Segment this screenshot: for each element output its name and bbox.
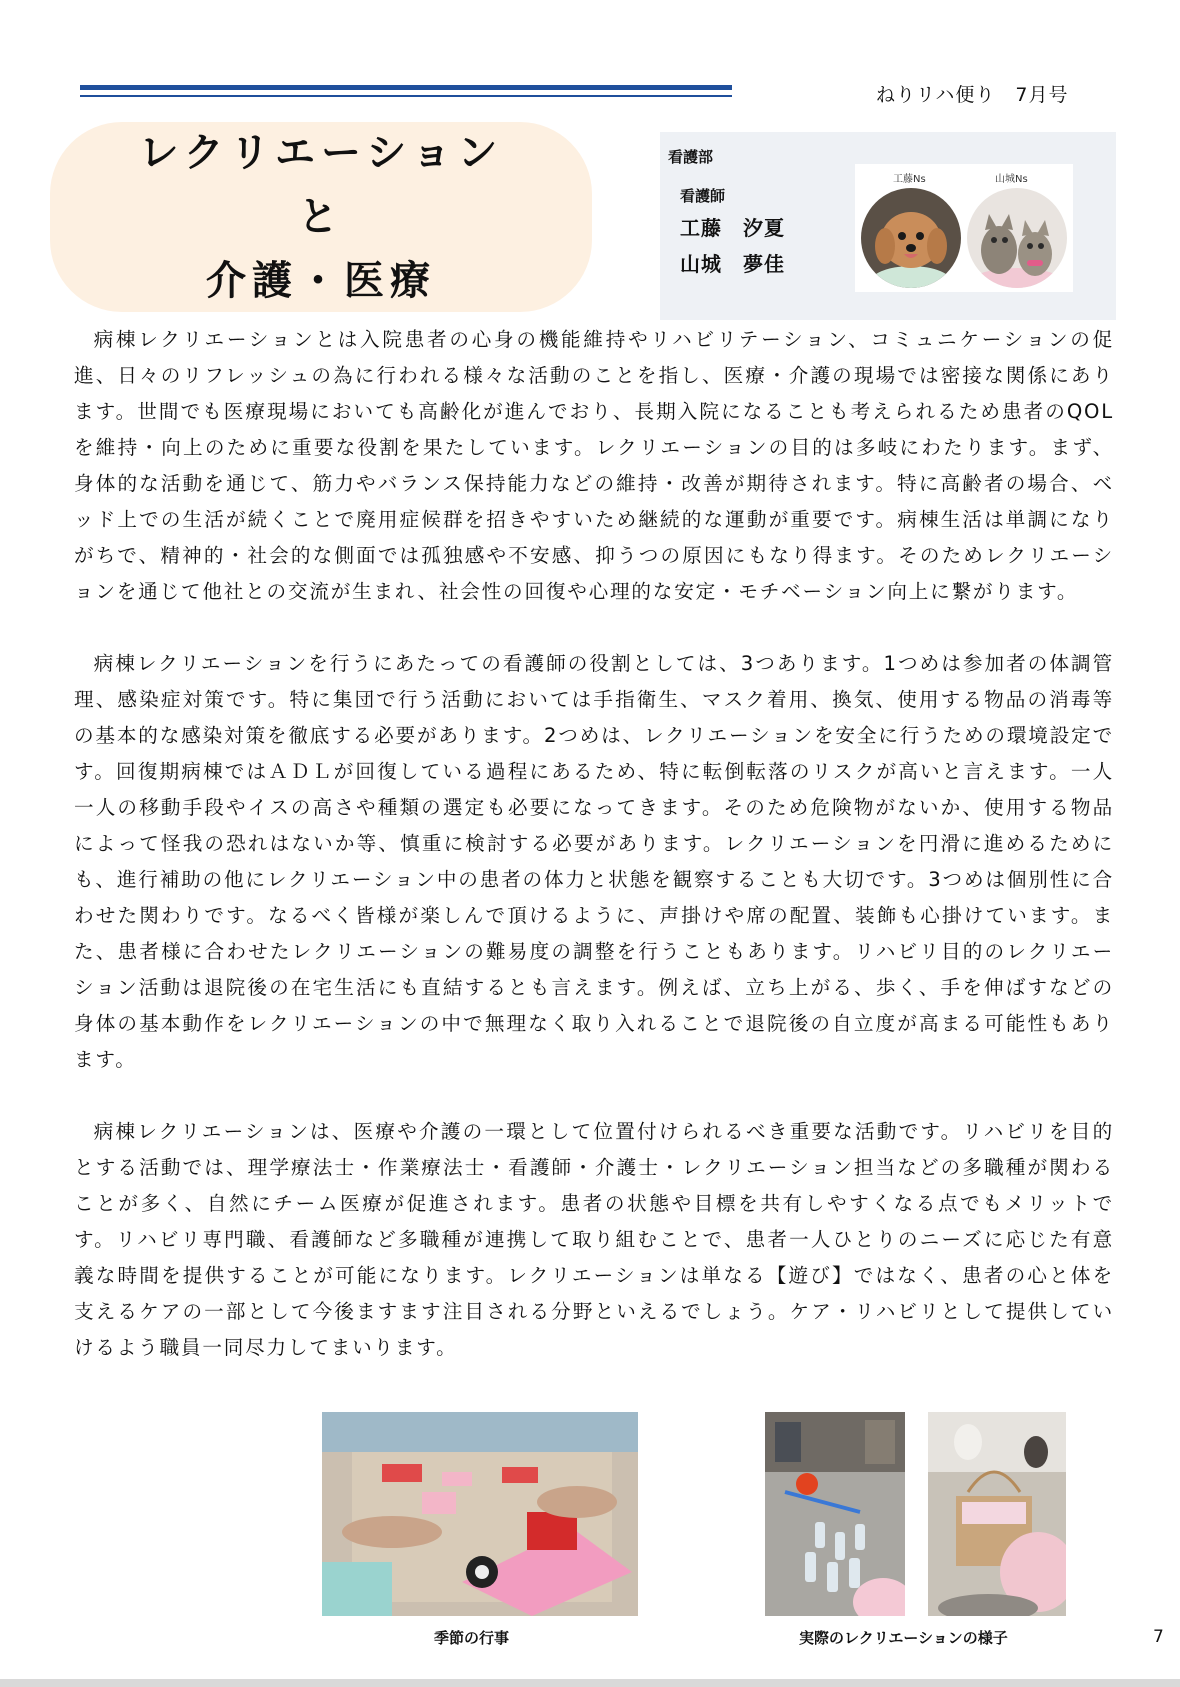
title-box: [50, 122, 592, 312]
header-rule-thin: [80, 95, 732, 97]
photo-label-2: 山城Ns: [995, 174, 1028, 185]
page-number: 7: [1153, 1627, 1164, 1647]
header-rule-thick: [80, 85, 732, 90]
staff-name-1: 工藤 汐夏: [680, 216, 785, 240]
photo-caption-2: 実際のレクリエーションの様子: [799, 1629, 1008, 1647]
photo-caption-1: 季節の行事: [434, 1629, 510, 1647]
staff-name-2: 山城 夢佳: [680, 252, 785, 276]
title-line-3: 介護・医療: [206, 258, 436, 304]
box-recreation-photo: [928, 1412, 1066, 1616]
article-body: [74, 322, 1114, 1402]
issue-label: ねりリハ便り 7月号: [876, 84, 1069, 106]
photo-label-1: 工藤Ns: [893, 174, 926, 185]
department-label: 看護部: [668, 148, 714, 166]
title-line-2: と: [298, 194, 344, 240]
staff-photo-panel: [855, 164, 1073, 292]
dog-photo: [861, 188, 961, 288]
bowling-recreation-photo: [765, 1412, 905, 1616]
cats-photo: [967, 188, 1067, 288]
staff-box: [660, 132, 1116, 320]
role-label: 看護師: [680, 187, 726, 205]
title-line-1: レクリエーション: [138, 130, 504, 176]
paragraph-3: 病棟レクリエーションは、医療や介護の一環として位置付けられるべき重要な活動です。リハビリを目的とする活動では、理学療法士・作業療法士・看護師・介護士・レクリエーション担当などの多職種が関わることが多く、自然にチーム医療が促進されます。患者の状態や目標を共有しやすくなる点でもメリットです。リハビリ専門職、看護師など多職種が連携して取り組むことで、患者一人ひとりのニーズに応じた有意義な時間を提供することが可能になります。レクリエーションは単なる【遊び】ではなく、患者の心と体を支えるケアの一部として今後ますます注目される分野といえるでしょう。ケア・リハビリとして提供していけるよう職員一同尽力してまいります。: [74, 1120, 1114, 1359]
footer-band: [0, 1679, 1180, 1687]
paragraph-1: 病棟レクリエーションとは入院患者の心身の機能維持やリハビリテーション、コミュニケーションの促進、日々のリフレッシュの為に行われる様々な活動のことを指し、医療・介護の現場では密接な関係にあります。世間でも医療現場においても高齢化が進んでおり、長期入院になることも考えられるため患者のQOLを維持・向上のために重要な役割を果たしています。レクリエーションの目的は多岐にわたります。まず、身体的な活動を通じて、筋力やバランス保持能力などの維持・改善が期待されます。特に高齢者の場合、ベッド上での生活が続くことで廃用症候群を招きやすいため継続的な運動が重要です。病棟生活は単調になりがちで、精神的・社会的な側面では孤独感や不安感、抑うつの原因にもなり得ます。そのためレクリエーションを通じて他社との交流が生まれ、社会性の回復や心理的な安定・モチベーション向上に繋がります。: [74, 328, 1114, 603]
seasonal-event-photo: [322, 1412, 638, 1616]
paragraph-2: 病棟レクリエーションを行うにあたっての看護師の役割としては、3つあります。1つめは参加者の体調管理、感染症対策です。特に集団で行う活動においては手指衛生、マスク着用、換気、使用する物品の消毒等の基本的な感染対策を徹底する必要があります。2つめは、レクリエーションを安全に行うための環境設定です。回復期病棟ではＡＤＬが回復している過程にあるため、特に転倒転落のリスクが高いと言えます。一人一人の移動手段やイスの高さや種類の選定も必要になってきます。そのため危険物がないか、使用する物品によって怪我の恐れはないか等、慎重に検討する必要があります。レクリエーションを円滑に進めるためにも、進行補助の他にレクリエーション中の患者の体力と状態を観察することも大切です。3つめは個別性に合わせた関わりです。なるべく皆様が楽しんで頂けるように、声掛けや席の配置、装飾も心掛けています。また、患者様に合わせたレクリエーションの難易度の調整を行うこともあります。リハビリ目的のレクリエーション活動は退院後の在宅生活にも直結するとも言えます。例えば、立ち上がる、歩く、手を伸ばすなどの身体の基本動作をレクリエーションの中で無理なく取り入れることで退院後の自立度が高まる可能性もあります。: [74, 652, 1114, 1071]
